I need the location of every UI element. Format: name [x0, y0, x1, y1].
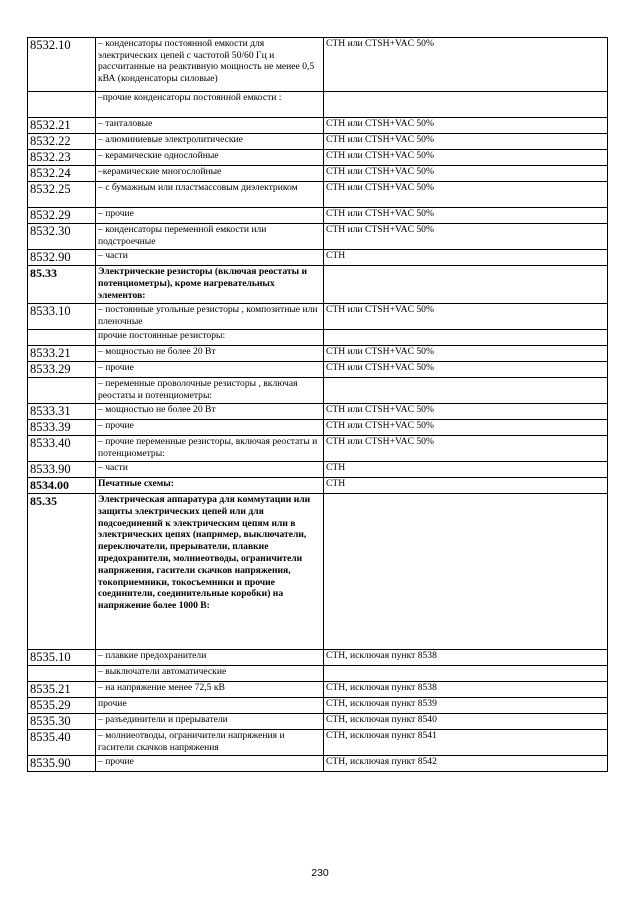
- table-row: [28, 462, 608, 478]
- table-row: [28, 698, 608, 714]
- origin-rule-cell: СТН, исключая пункт 8539: [324, 698, 608, 714]
- table-row: [28, 150, 608, 166]
- origin-rule-cell: СТН: [324, 478, 608, 494]
- description-cell: – конденсаторы переменной емкости или подстроечные: [96, 224, 324, 250]
- page-number: 230: [311, 867, 329, 879]
- table-row: [28, 650, 608, 666]
- table-row: [28, 362, 608, 378]
- description-cell: – мощностью не более 20 Вт: [96, 346, 324, 362]
- description-cell: Печатные схемы:: [96, 478, 324, 494]
- table-row: [28, 224, 608, 250]
- hs-code-cell: 8533.40: [28, 436, 96, 462]
- description-cell: – прочие переменные резисторы, включая реостаты и потенциометры:: [96, 436, 324, 462]
- table-row: [28, 420, 608, 436]
- table-row: [28, 166, 608, 182]
- origin-rule-cell: СТН или СТSH+VAC 50%: [324, 224, 608, 250]
- hs-code-cell: 85.35: [28, 494, 96, 650]
- table-body: [28, 38, 608, 772]
- description-cell: прочие: [96, 698, 324, 714]
- origin-rule-cell: СТН или СТSH+VAC 50%: [324, 208, 608, 224]
- description-cell: Электрическая аппаратура для коммутации или защиты электрических цепей или для подсоединений к электрическим цепям или в электрических цепях (например, выключатели, переключатели, прерыватели, плавкие предохранители, молниеотводы, ограничители напряжения, гасители скачков напряжения, токоприемники, токосъемники и прочие соединители, соединительные коробки) на напряжение более 1000 В:: [96, 494, 324, 650]
- hs-code-cell: 8532.25: [28, 182, 96, 208]
- description-cell: – конденсаторы постоянной емкости для электрических цепей с частотой 50/60 Гц и рассчитанные на реактивную мощность не менее 0,5 кВА (конденсаторы силовые): [96, 38, 324, 92]
- description-cell: – выключатели автоматические: [96, 666, 324, 682]
- hs-code-cell: 8532.90: [28, 250, 96, 266]
- origin-rule-cell: [324, 92, 608, 118]
- hs-code-cell: 8535.29: [28, 698, 96, 714]
- table-row: [28, 330, 608, 346]
- origin-rule-cell: [324, 494, 608, 650]
- hs-code-cell: 8533.29: [28, 362, 96, 378]
- hs-code-cell: 8535.21: [28, 682, 96, 698]
- description-cell: – прочие: [96, 208, 324, 224]
- table-row: [28, 118, 608, 134]
- origin-rule-cell: [324, 266, 608, 304]
- origin-rule-cell: СТН или СТSH+VAC 50%: [324, 134, 608, 150]
- origin-rule-cell: СТН или СТSH+VAC 50%: [324, 166, 608, 182]
- table-row: [28, 250, 608, 266]
- table-row: [28, 38, 608, 92]
- description-cell: – керамические однослойные: [96, 150, 324, 166]
- origin-rule-cell: СТН, исключая пункт 8541: [324, 730, 608, 756]
- description-cell: – постоянные угольные резисторы , композитные или пленочные: [96, 304, 324, 330]
- description-cell: – мощностью не более 20 Вт: [96, 404, 324, 420]
- table-row: [28, 92, 608, 118]
- origin-rule-cell: СТН, исключая пункт 8538: [324, 682, 608, 698]
- description-cell: – прочие: [96, 420, 324, 436]
- origin-rule-cell: СТН или СТSH+VAC 50%: [324, 304, 608, 330]
- description-cell: – плавкие предохранители: [96, 650, 324, 666]
- table-row: [28, 266, 608, 304]
- origin-rule-cell: СТН или СТSH+VAC 50%: [324, 420, 608, 436]
- hs-code-cell: 8534.00: [28, 478, 96, 494]
- description-cell: – танталовые: [96, 118, 324, 134]
- hs-code-cell: 8532.22: [28, 134, 96, 150]
- origin-rule-cell: СТН или СТSH+VAC 50%: [324, 38, 608, 92]
- description-cell: – алюминиевые электролитические: [96, 134, 324, 150]
- hs-code-cell: 8532.10: [28, 38, 96, 92]
- description-cell: – части: [96, 250, 324, 266]
- hs-code-cell: 8532.21: [28, 118, 96, 134]
- hs-code-cell: 8533.39: [28, 420, 96, 436]
- description-cell: – части: [96, 462, 324, 478]
- origin-rule-cell: СТН или СТSH+VAC 50%: [324, 118, 608, 134]
- hs-code-cell: [28, 666, 96, 682]
- hs-code-cell: 8533.21: [28, 346, 96, 362]
- hs-code-cell: [28, 330, 96, 346]
- hs-code-cell: 8535.90: [28, 756, 96, 772]
- description-cell: – переменные проволочные резисторы , включая реостаты и потенциометры:: [96, 378, 324, 404]
- table-row: [28, 494, 608, 650]
- hs-code-cell: 85.33: [28, 266, 96, 304]
- hs-code-cell: 8532.24: [28, 166, 96, 182]
- hs-code-cell: 8532.23: [28, 150, 96, 166]
- origin-rule-cell: СТН или СТSH+VAC 50%: [324, 346, 608, 362]
- table-row: [28, 134, 608, 150]
- origin-rule-cell: [324, 666, 608, 682]
- hs-code-cell: 8535.10: [28, 650, 96, 666]
- hs-code-cell: 8533.10: [28, 304, 96, 330]
- table-row: [28, 346, 608, 362]
- table-row: [28, 304, 608, 330]
- origin-rule-cell: СТН или СТSH+VAC 50%: [324, 436, 608, 462]
- hs-code-cell: [28, 378, 96, 404]
- origin-rule-cell: СТН или СТSH+VAC 50%: [324, 150, 608, 166]
- table-row: [28, 404, 608, 420]
- tariff-rules-table: [27, 37, 608, 772]
- origin-rule-cell: СТН или СТSH+VAC 50%: [324, 362, 608, 378]
- origin-rule-cell: [324, 330, 608, 346]
- description-cell: – разъединители и прерыватели: [96, 714, 324, 730]
- description-cell: Электрические резисторы (включая реостаты и потенциометры), кроме нагревательных элементов:: [96, 266, 324, 304]
- hs-code-cell: 8535.40: [28, 730, 96, 756]
- origin-rule-cell: СТН или СТSH+VAC 50%: [324, 404, 608, 420]
- origin-rule-cell: СТН: [324, 462, 608, 478]
- hs-code-cell: 8533.31: [28, 404, 96, 420]
- table-row: [28, 208, 608, 224]
- origin-rule-cell: [324, 378, 608, 404]
- document-page: [27, 37, 607, 772]
- table-row: [28, 182, 608, 208]
- origin-rule-cell: СТН или СТSH+VAC 50%: [324, 182, 608, 208]
- table-row: [28, 714, 608, 730]
- table-row: [28, 666, 608, 682]
- table-row: [28, 436, 608, 462]
- hs-code-cell: 8532.29: [28, 208, 96, 224]
- hs-code-cell: 8533.90: [28, 462, 96, 478]
- hs-code-cell: 8532.30: [28, 224, 96, 250]
- description-cell: – на напряжение менее 72,5 кВ: [96, 682, 324, 698]
- description-cell: –прочие конденсаторы постоянной емкости :: [96, 92, 324, 118]
- table-row: [28, 682, 608, 698]
- description-cell: – прочие: [96, 756, 324, 772]
- origin-rule-cell: СТН, исключая пункт 8540: [324, 714, 608, 730]
- hs-code-cell: 8535.30: [28, 714, 96, 730]
- origin-rule-cell: СТН, исключая пункт 8538: [324, 650, 608, 666]
- origin-rule-cell: СТН, исключая пункт 8542: [324, 756, 608, 772]
- table-row: [28, 756, 608, 772]
- description-cell: – прочие: [96, 362, 324, 378]
- hs-code-cell: [28, 92, 96, 118]
- description-cell: – с бумажным или пластмассовым диэлектриком: [96, 182, 324, 208]
- description-cell: –керамические многослойные: [96, 166, 324, 182]
- table-row: [28, 730, 608, 756]
- table-row: [28, 378, 608, 404]
- description-cell: прочие постоянные резисторы:: [96, 330, 324, 346]
- origin-rule-cell: СТН: [324, 250, 608, 266]
- description-cell: – молниеотводы, ограничители напряжения и гасители скачков напряжения: [96, 730, 324, 756]
- table-row: [28, 478, 608, 494]
